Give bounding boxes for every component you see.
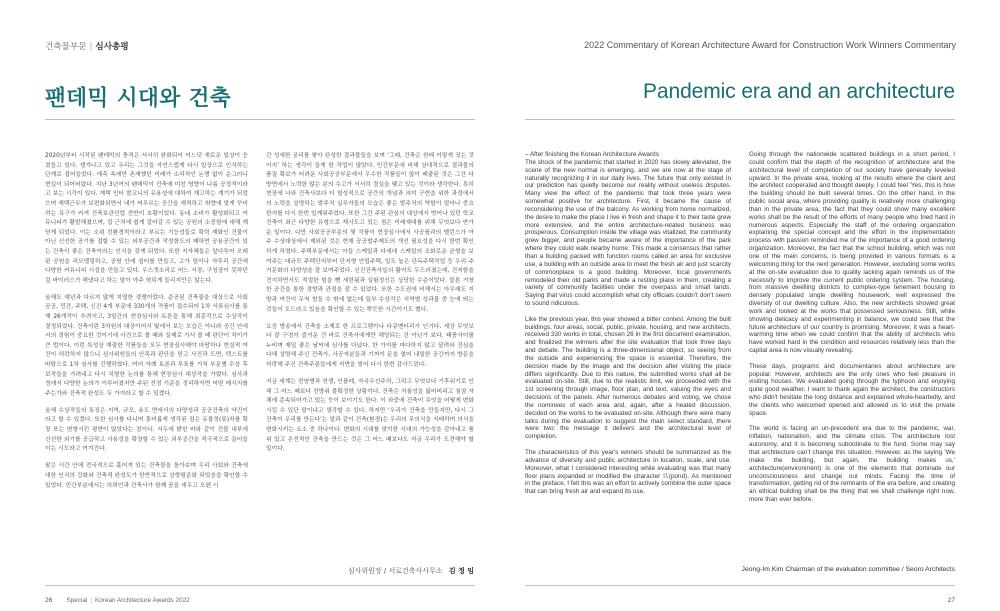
paragraph: The characteristics of this year's winners should be summarized as the advance of diversity and public architecture in location, scale, and use. Moreover, what I considered interesting while evaluating was that many floor plans expanded or modified the character 뜨(pond). As mentioned in the preface, I felt this was an effort to actively combine the outer space that can bring fresh air and expand its use. — [525, 448, 731, 496]
paragraph: These days, programs and documentaries about architecture are popular. However, architects are the only ones who feel pleasure in visiting houses. We evaluated going through the typhoon and enjoying quite good weather. I want to thank again the architect, the constructors who didn't hesitate the long distance and explained whole-heartedly, and the clients who welcomed opened and allowed us to visit the private space. — [749, 362, 955, 417]
english-signature: Jeong-Im Kim Chairman of the evaluation committee / Seoro Architects — [741, 566, 955, 573]
paragraph: 올해 수상작들의 특징은 지역, 규모, 용도 면에서의 다양성과 공공건축의 약진이라고 할 수 있겠다. 또한 심사를 다니며 흥미롭게 생각된 점은 유물정(류)차를 확장 또는 변형시킨 평면이 많았다는 점이다. 서두에 밝힌 바와 같이 건물 내부에 신선한 외기를 공급하고 사용성을 확장할 수 있는 외부공간을 적극적으로 끌어들이는 시도라고 여겨진다. — [45, 407, 248, 453]
paragraph: The world is facing an un-precedent era due to the pandemic, war, inflation, nationalism, and the climate crisis. The architecture lost autonomy, and it is becoming subordinate to the fund. Some may say that architecture can't change this situation. However, as the saying 'We make the building, but again, the building makes us,' architecture(environment) is one of the elements that dominate our unconsciousness and change our minds. Facing the time of transformation, getting rid of the remnants of the era before, and creating an ethical building shall be the thing that we shall challenge right now, more than ever before. — [749, 425, 955, 504]
footer-left: 26 Special | Korean Architecture Awards 2022 — [45, 597, 190, 604]
footer-divider-right — [525, 585, 955, 586]
paragraph: 2020년부터 시작된 팬데믹의 충격은 서서히 완화되어 어느덧 새로운 일상이 응겼들고 있다. 생겨나고 있고 우리는 그것을 자연스럽게 다시 일상으로 인식하는 단계로 접어들었다. 예측 속에만 존재했던 미래가 소리적인 논쟁 없이 순그러니 현실이 되어버렸다. 지난 3년여의 팬데믹이 건축에 미친 영향이 나름 공정적이라고 보는 시각이 있다. 재택 인터 발코니의 유용성에 대하여 재고하는 계기가 되었으며 재택근무가 보편화되면서 내가 머무르는 공간을 재적하고 취향에 맞게 꾸미려는 욕구가 커져 건축호관선업 전반이 호황이었다. 동네 소비가 활성화되고 커뮤니티가 활발해졌으며, 집 근처에 쉽게 걸어갈 수 있는 공원의 소중함에 대해 깨닫게 되었다. 이는 소위 친환경적이라고 부르는 기능성들로 확력 재화인 건물이 아닌 신선한 공기를 접할 수 있는 외부공간과 작정함도의 패하면 공용공간이 있는 건축이 좋은 건축이라는 인식을 갖게 되었다. 또한 지자체들은 앞다투어 오래된 공원을 리모델링하고, 공원 안에 쉼터를 만들고, 고가 밑이나 자투리 공간에 다양한 커뮤니티 시설을 만들고 있다. 우스갯소리로 어느 시장, 구청장이 못하던 걸 바이러스가 해냈다고 하는 말이 아주 헛되게 들리지만은 않는다. — [45, 153, 248, 284]
page-number-left: 26 — [45, 597, 53, 604]
korean-column-1 — [45, 152, 248, 592]
running-title: 2022 Commentary of Korean Architecture Award for Construction Work Winners Commentary — [584, 40, 956, 50]
title-divider-right — [525, 119, 955, 120]
page-number-right: 27 — [947, 597, 955, 604]
paragraph: 팔은 시간 안에 전국적으로 흩어져 있는 건축물을 돌아보며 우리 사회와 건축에 대한 인식의 강화와 건축적 완성도가 한반적으로 상향평준화 되었음을 확인할 수 있었다. 민간부분에서는 의뢰인과 건축사가 함께 꿈을 세우고 오랜 시 — [45, 463, 248, 489]
section-header: 건축물부문 | 심사총평 — [45, 42, 129, 52]
paragraph: – After finishing the Korean Architecture Awards The shock of the pandemic that started in 2020 has slowly alleviated, the scene of the new normal is emerging, and we are now at the stage of naturally recognizing it in our daily lives. The future that only existed in our prediction has quietly become our reality without useless disputes. Many view the effect of the pandemic that took three years were somewhat positive for architecture. First, it became the cause of reconsidering the use of the balcony. As working from home normalized, the desire to make the place I live in fresh and shape it to their taste grew more extensive, and the entire architecture-related business was prosperous. Consumption inside the village was vitalized, the community grew bigger, and people became aware of the importance of the park where they could walk nearby home. This made a consensus that rather than a building packed with function rooms called an area for exclusive use, a building with an outside area to meet the fresh air and just scarcity of commonplace is a good building. Moreover, local governments remodeled their old parks and made a resting place in them, creating a variety of community facilities under the overpass and small lands. Saying that virus could accomplish what city officials couldn't don't seem to sound ridiculous. — [525, 151, 731, 308]
paragraph: 올해도 예년과 다르지 않게 치열한 경쟁이었다. 준공된 건축물을 대상으로 사회공공, 민간, 주택, 신진 4개 부문에 330개의 작품이 접수되어 1차 서류심사를 통해 26개작이 추려지고, 3일간의 현장심사와 토론을 통해 최종작으로 수상작이 결정되었다. 건축이란 3차원의 대상이어서 빛에서 보는 모습은 아니라 공간 안에서의 경험이 중요한 것이기에 사진으로 볼 때와 실제로 가서 볼 때 판단이 차이가 큰 법이다. 이런 특성상 재출한 작품들을 모두 현장심사해야 마땅하나 현실적 여건이 허락하지 않으니 심사위원들의 안목과 판단을 믿고 사진과 도면, 텍스트를 바탕으로 1차 심사를 진행하였다. 여러 자례 토론과 투표를 거쳐 부문별 수상 후보작들을 가려내고 다시 치열한 논의를 통해 현장심사 대상작을 가렸다. 심사과정에서 다양한 논의가 이루어졌지만 주된 선정 기준을 정리하자면 어떤 메시지를 주는가와 건축적 완성도 두 가지라고 할 수 있겠다. — [45, 294, 248, 397]
page-title-english: Pandemic era and an architecture — [643, 80, 955, 103]
paragraph: 지금 세계는 전염병과 전쟁, 인플레, 자국우선주의, 그리고 무엇보다 기후위기로 인해 그 어느 때보다 전방위 불확정한 상황이다. 건축은 자율성을 잃어버리고 침잠 자체에 종속되어가고 있는 듯이 보이기도 한다. 이 와중에 건축이 무엇을 어떻게 변화시킬 수 있단 말이냐고 생각할 수 있다. 하지만 ‘우리가 건축을 만들지만, 다시 그 건축이 우리를 만든다’는 말과 같이 건축(환경)은 우리의 무의식을 지배하며 의식을 변화시키는 요소 중 하나이다. 변화의 시대를 맞이한 시대의 가능성을 감아내고 품위 있고 온전적인 건축을 만드는 것은 그 어느 때보다도 지금 우리가 도전해야 할 일이다. — [266, 379, 474, 453]
paragraph: 요즘 방송에서 건축을 소재로 한 프로그램이나 다큐멘터리가 인기다. 세상 무엇보다 잘 구경이 즐거운 건 바로 건축사에게만 해당되는 건 아닌가 보다. 태풍사이를 누비며 제일 좋은 날씨에 심사를 다녔다. 한 가지를 마다하지 않고 달려와 진심을 다해 설명해 주신 건축가, 사공자분들과 기꺼이 문을 열어 내일한 공간까지 방문을 허락해 주신 건축주분들에게 지면을 빌어 다시 한번 감사드린다. — [266, 323, 474, 368]
signature-role: 심사위원장 / 서로건축사사무소 — [347, 567, 443, 575]
english-column-1 — [525, 151, 731, 523]
footer-divider-left — [45, 585, 475, 586]
paragraph: 간 성세한 궁리를 쌓아 완성한 결과물들을 보며 ‘그래, 건축은 원래 이렇게 짓는 것이지’ 하는 생각이 들게 한 작업이 많았다. 민간부문에 비해 상대적으로 결과물의 품질 확보가 어려운 사회공공부문에서 우수한 작품들이 많이 배출된 것은 그간 다방면에서 노력한 많은 분의 수고가 서서히 결실을 맺고 있는 것이라 생각한다. 특히 현장에 나와 건축사보다 더 열성적으로 공간의 개념과 의미 구현을 위한 과정에서의 노력을 설명하는 발주처 실무자들의 모습은 좋은 발주처의 역할이 얼마나 중요한지를 다시 한번 일깨워주었다. 또한 그간 주된 관심의 대상에서 벗어나 있던 학교건축이 최근 다양한 유형으로 재시도고 있는 점은 미래세대를 위해 무엇보다 반가운 일이다. 다만 사회공공부문의 몇 작품이 현장심사에서 사공품과의 밸런스가 아주 수상대상에서 제외된 것은 현재 공공발주제도의 개선 필요성을 다시 한번 확인하게 하였다. 주택부문에서는 아들 스케일과 다세대 스케일의 조화로운 균형을 보여주는 대규모 주택단지부터 단지형 연립주택, 일도 높은 단독주택작업 등 우리 주거문화의 다양성을 잘 보여주었다. 신진건축사들의 활약도 두드러졌는데, 진지함을 견지하면서도 적절한 힘을 뺀 세련됨과 실험정신은 상당한 수준이었다. 물론 거창한 공간을 통한 경향과 관점을 잘 수 있었다. 또한 수도권에 비해서는 아우래도 지방과 여건이 무척 힘들 수 밖에 없는데 일부 수상작은 지역별 성과물 중 눈에 띄는 것들이 도드라고 있음을 확인할 수 있는 뿌듯한 시간이기도 했다. — [266, 153, 474, 313]
korean-column-2 — [266, 152, 474, 522]
title-divider-left — [45, 119, 475, 120]
signature-name: 김 정 임 — [448, 567, 474, 575]
paragraph: Going through the nationwide scattered buildings in a short period, I could confirm that the depth of the recognition of architecture and the architectural level of completion of our society have generally leveled upward. In the private area, looking at the results where the client and the architect cooperated and thought deeply, I could feel 'Yes, this is how the building should be built several times. On the other hand, in the public social area, where providing quality is relatively more challenging than in the private area, the fact that they could show many excellent works shall be the result of the efforts of many people who tried hard in numerous aspects. Especially the staff of the ordering organization explaining the special concept and the effort in the implementation process with passion reminded me of the importance of a good ordering organization. Moreover, the fact that the school building, which was not one of the main concerns, is being provided in various formats is a welcoming thing for the next generation. However, excluding some works at the on-site evaluation due to quality lacking again reminds us of the necessity to improve the current public ordering system. The housing, from massive dwelling districts to complex-type tenement housing to densely populated single dwelling housework, well expressed the diversity of our dwelling culture. Also, the new architects showed great work and looked at the works that possessed seriousness. Still, while showing delicacy and experimenting in balance, we could see that the future architecture of our country is promising. Moreover, it was a heart-warming time when we could confirm that the ability of architects who have worked hard in the condition and resources relatively less than the capital area is now visually revealing. — [749, 151, 955, 355]
section-label: 건축물부문 — [45, 42, 87, 52]
page-title-korean: 팬데믹 시대와 건축 — [45, 86, 232, 111]
korean-signature — [332, 566, 474, 576]
footer-section: Special — [66, 597, 88, 604]
footer-publication: Korean Architecture Awards 2022 — [94, 597, 190, 604]
paragraph: Like the previous year, this year showed a bitter contest. Among the built buildings, four areas, social, public, private, housing, and new architects, received 330 works in total, chosen 26 in the first document examination, and finalized the winners after the site evaluation that took three days and debate. The building is a three-dimensional object, so seeing from the outside and experiencing the space is essential. Therefore, the decision made by the image and the decision after visiting the place differs significantly. Due to this nature, the submitted works shall all be evaluated on-site. Still, due to the realistic limit, we proceeded with the 1st screening through image, floor plan, and text, valuing the eyes and decisions of the panels. After numerous debates and voting, we chose the nominees of each area and, again, after a heated discussion, decided on the works to be evaluated on-site. Although there were many talks during the evaluation to suggest the main select standard, there were two: the message it delivers and the architectural level of completion. — [525, 315, 731, 441]
english-column-2 — [749, 151, 955, 523]
section-sublabel: 심사총평 — [95, 42, 129, 52]
